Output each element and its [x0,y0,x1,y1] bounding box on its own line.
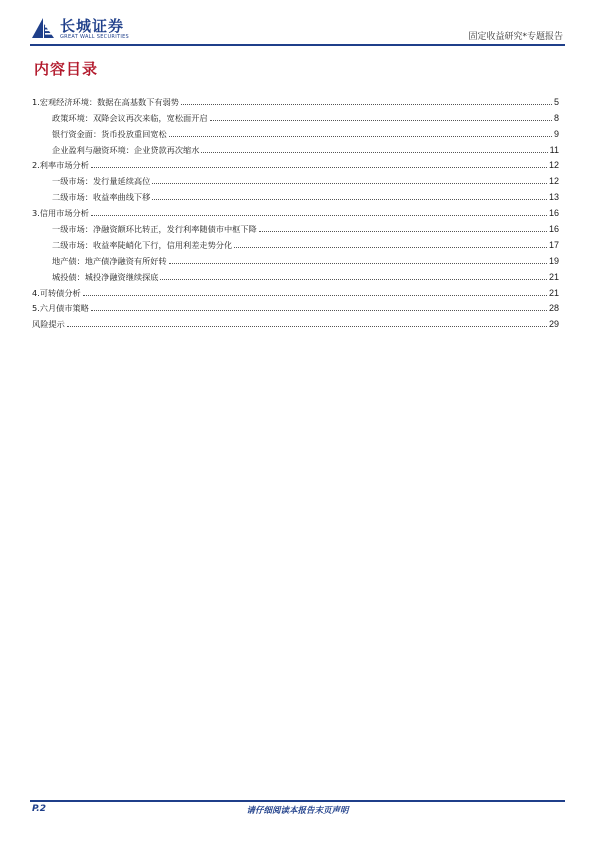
toc-leader-dots [181,103,552,105]
toc-leader-dots [83,294,547,296]
toc-entry[interactable] [32,139,559,155]
toc-entry[interactable] [32,91,559,107]
great-wall-logo-icon [30,16,56,40]
page-header [30,14,565,44]
logo-english-name: GREAT WALL SECURITIES [60,34,130,40]
toc-leader-dots [169,262,547,264]
toc-entry-label: 政策环境：双降会议再次来临，宽松面开启 [52,112,208,123]
toc-entry[interactable] [32,250,559,266]
toc-entry-page: 5 [553,96,559,107]
toc-entry-page: 19 [548,255,559,266]
toc-entry[interactable] [32,266,559,282]
report-category: 固定收益研究*专题报告 [468,32,563,42]
toc-entry[interactable] [32,298,559,314]
toc-entry-label: 4.可转债分析 [32,287,81,298]
toc-entry-label: 一级市场：发行量延续高位 [52,176,151,187]
toc-entry-label: 二级市场：收益率曲线下移 [52,192,151,203]
toc-entry[interactable] [32,282,559,298]
toc-entry-label: 3.信用市场分析 [32,208,89,219]
toc-entry-page: 21 [548,271,559,282]
toc-leader-dots [91,309,547,311]
toc-leader-dots [234,246,547,248]
toc-leader-dots [152,182,547,184]
toc-entry-page: 29 [548,319,559,330]
toc-entry-page: 16 [548,224,559,235]
toc-entry-page: 8 [553,112,559,123]
toc-entry-label: 一级市场：净融资额环比转正，发行利率随债市中枢下降 [52,224,257,235]
table-of-contents [32,91,559,329]
toc-entry-label: 1.宏观经济环境：数据在高基数下有弱势 [32,96,179,107]
toc-entry-page: 13 [548,192,559,203]
toc-entry-page: 12 [548,160,559,171]
toc-leader-dots [91,214,547,216]
toc-entry-label: 银行资金面：货币投放重回宽松 [52,128,167,139]
toc-leader-dots [91,166,547,168]
toc-entry[interactable] [32,107,559,123]
header-divider [30,44,565,46]
toc-entry-label: 城投债：城投净融资继续探底 [52,271,159,282]
page-number: P.2 [32,804,46,814]
toc-entry-label: 二级市场：收益率陡峭化下行，信用利差走势分化 [52,239,233,250]
toc-entry[interactable] [32,313,559,329]
toc-entry-page: 16 [548,208,559,219]
toc-entry[interactable] [32,186,559,202]
toc-entry-page: 11 [549,144,559,155]
toc-entry[interactable] [32,123,559,139]
toc-entry-label: 地产债：地产债净融资有所好转 [52,255,167,266]
toc-leader-dots [259,230,547,232]
toc-entry-label: 5.六月债市策略 [32,303,89,314]
toc-leader-dots [201,151,547,153]
toc-entry[interactable] [32,155,559,171]
footer-divider [30,800,565,802]
toc-entry-label: 风险提示 [32,319,65,330]
toc-entry[interactable] [32,218,559,234]
toc-leader-dots [169,135,552,137]
toc-entry[interactable] [32,170,559,186]
toc-leader-dots [67,325,547,327]
toc-leader-dots [152,198,547,200]
toc-entry-page: 9 [553,128,559,139]
toc-entry[interactable] [32,234,559,250]
toc-leader-dots [160,278,547,280]
disclaimer-note: 请仔细阅读本报告末页声明 [246,806,349,816]
toc-entry-page: 21 [548,287,559,298]
toc-leader-dots [210,119,552,121]
toc-entry-page: 17 [548,239,559,250]
logo-chinese-name: 长城证券 [60,17,125,35]
toc-entry-label: 企业盈利与融资环境：企业贷款再次缩水 [52,144,200,155]
toc-entry-label: 2.利率市场分析 [32,160,89,171]
toc-entry[interactable] [32,202,559,218]
toc-title: 内容目录 [34,60,99,78]
toc-entry-page: 28 [548,303,559,314]
toc-entry-page: 12 [548,176,559,187]
